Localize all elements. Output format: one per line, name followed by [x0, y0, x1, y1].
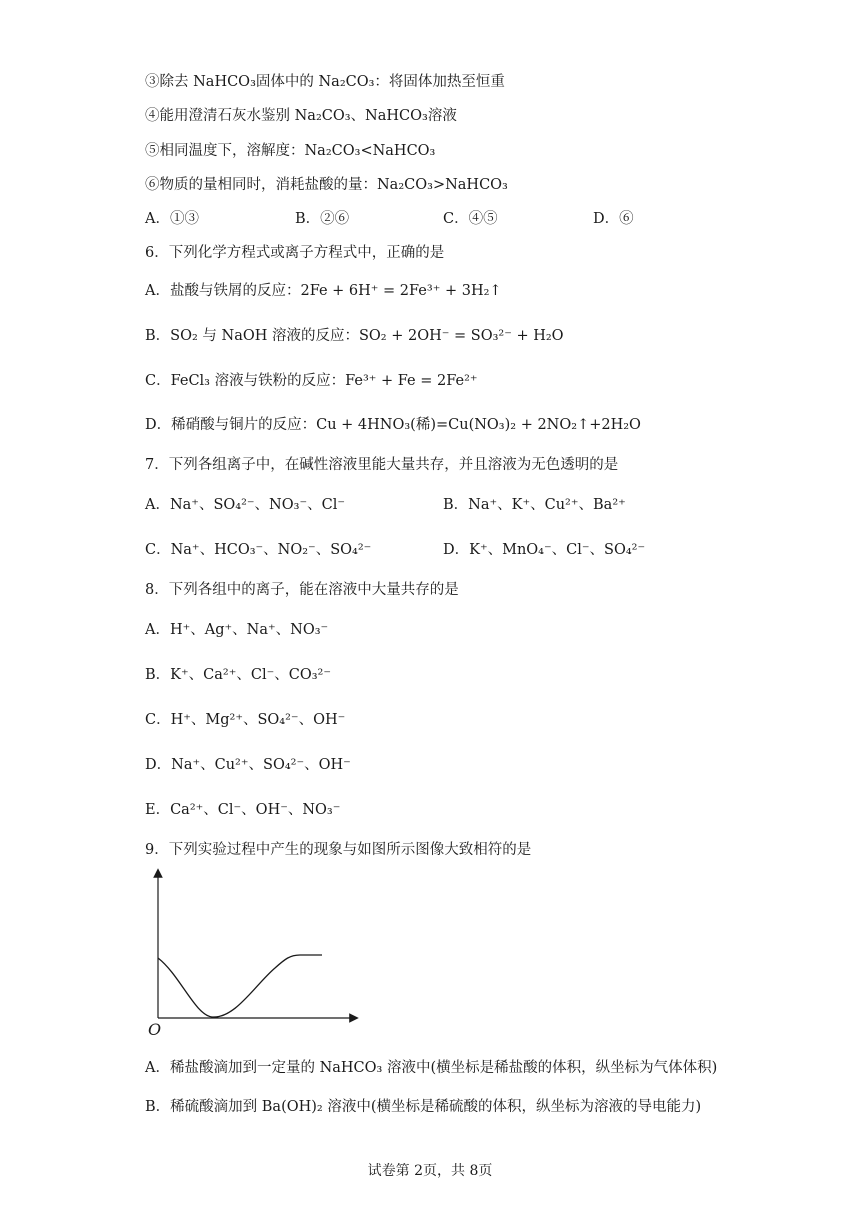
q7-option-b: B．Na⁺、K⁺、Cu²⁺、Ba²⁺ [443, 497, 626, 513]
q8-option-e: E．Ca²⁺、Cl⁻、OH⁻、NO₃⁻ [145, 802, 341, 818]
q8-option-a: A．H⁺、Ag⁺、Na⁺、NO₃⁻ [145, 622, 329, 638]
q8-stem: 8．下列各组中的离子，能在溶液中大量共存的是 [145, 582, 459, 598]
q5-option-b: B．②⑥ [295, 211, 350, 227]
q5-statement-5: ⑤相同温度下，溶解度：Na₂CO₃<NaHCO₃ [145, 143, 436, 159]
q5-statement-3: ③除去 NaHCO₃固体中的 Na₂CO₃：将固体加热至恒重 [145, 74, 505, 90]
q9-option-b: B．稀硫酸滴加到 Ba(OH)₂ 溶液中(横坐标是稀硫酸的体积，纵坐标为溶液的导电能力) [145, 1099, 702, 1115]
q8-option-d: D．Na⁺、Cu²⁺、SO₄²⁻、OH⁻ [145, 757, 351, 773]
q6-option-b: B．SO₂ 与 NaOH 溶液的反应：SO₂ + 2OH⁻ = SO₃²⁻ + H₂O [145, 328, 564, 344]
q9-graph [140, 865, 370, 1040]
q6-option-c: C．FeCl₃ 溶液与铁粉的反应：Fe³⁺ + Fe = 2Fe²⁺ [145, 373, 478, 389]
q7-stem: 7．下列各组离子中，在碱性溶液里能大量共存，并且溶液为无色透明的是 [145, 457, 619, 473]
q8-option-c: C．H⁺、Mg²⁺、SO₄²⁻、OH⁻ [145, 712, 346, 728]
origin-label: O [148, 1020, 162, 1039]
q6-stem: 6．下列化学方程式或离子方程式中，正确的是 [145, 245, 445, 261]
q8-option-b: B．K⁺、Ca²⁺、Cl⁻、CO₃²⁻ [145, 667, 331, 683]
graph-curve [158, 955, 322, 1017]
q7-option-d: D．K⁺、MnO₄⁻、Cl⁻、SO₄²⁻ [443, 542, 646, 558]
q5-option-c: C．④⑤ [443, 211, 498, 227]
q9-option-a: A．稀盐酸滴加到一定量的 NaHCO₃ 溶液中(横坐标是稀盐酸的体积，纵坐标为气体体积) [145, 1060, 718, 1076]
q5-option-a: A．①③ [145, 211, 199, 227]
q6-option-a: A．盐酸与铁屑的反应：2Fe + 6H⁺ = 2Fe³⁺ + 3H₂↑ [145, 283, 502, 299]
page-footer: 试卷第 2页，共 8页 [367, 1163, 493, 1179]
q5-option-d: D．⑥ [593, 211, 634, 227]
q7-option-a: A．Na⁺、SO₄²⁻、NO₃⁻、Cl⁻ [145, 497, 345, 513]
q9-stem: 9．下列实验过程中产生的现象与如图所示图像大致相符的是 [145, 842, 532, 858]
q5-statement-4: ④能用澄清石灰水鉴别 Na₂CO₃、NaHCO₃溶液 [145, 108, 457, 124]
q5-statement-6: ⑥物质的量相同时，消耗盐酸的量：Na₂CO₃>NaHCO₃ [145, 177, 508, 193]
q6-option-d: D．稀硝酸与铜片的反应：Cu + 4HNO₃(稀)=Cu(NO₃)₂ + 2NO₂↑+2H₂O [145, 417, 641, 433]
q7-option-c: C．Na⁺、HCO₃⁻、NO₂⁻、SO₄²⁻ [145, 542, 372, 558]
